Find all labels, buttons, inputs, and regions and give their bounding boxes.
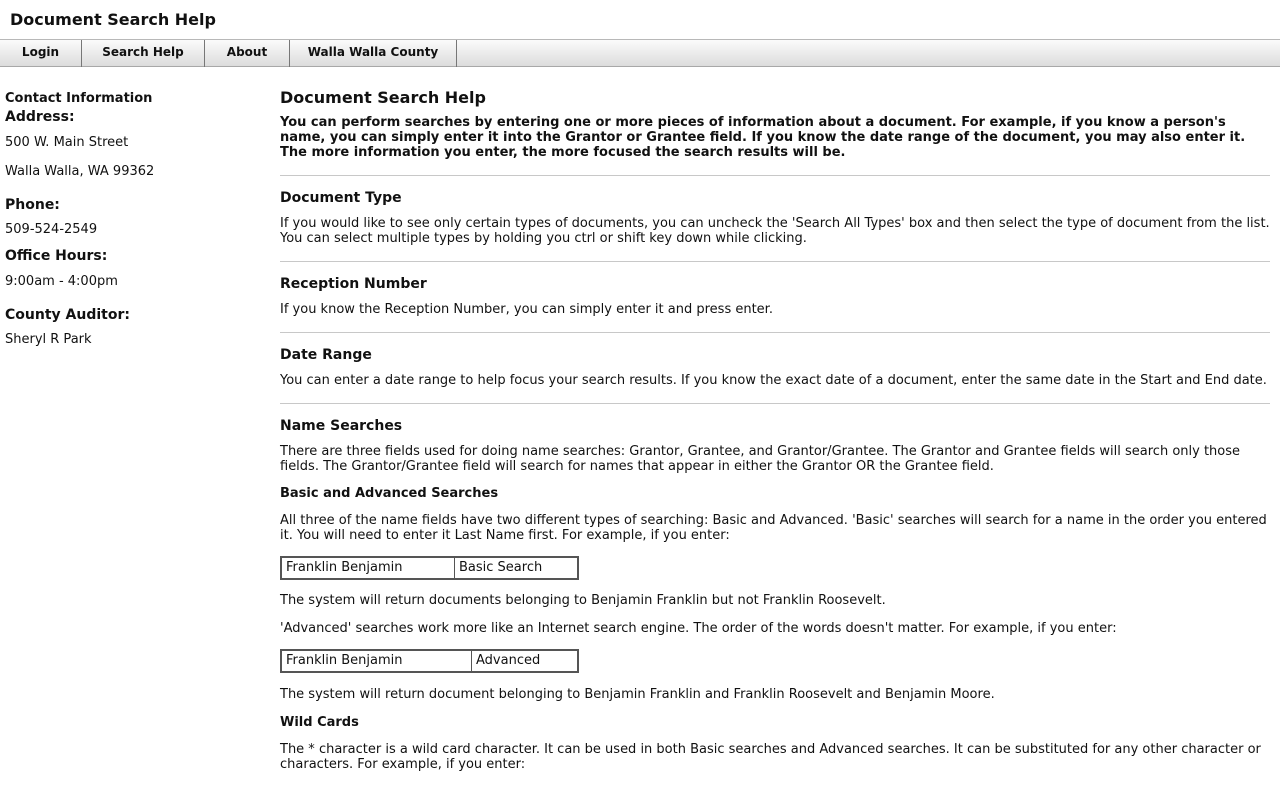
main-title: Document Search Help xyxy=(280,88,486,107)
intro-text: You can perform searches by entering one or more pieces of information about a document. For example, if you know a person's name, you can simply enter it into the Grantor or Grantee field. If you know the date range of the document, you may also enter it. The more information you enter, the more focused the search results will be. xyxy=(280,115,1246,160)
example-type-field: Basic Search xyxy=(454,558,577,578)
basic-adv-text: All three of the name fields have two different types of searching: Basic and Advanced. 'Basic' searches will search for a name in the order you entered it. You will need to enter it Last Name first. For example, if you enter: xyxy=(280,513,1267,543)
divider xyxy=(280,332,1270,333)
example-name-field: Franklin Benjamin xyxy=(286,653,403,668)
reception-text: If you know the Reception Number, you can simply enter it and press enter. xyxy=(280,302,773,317)
contact-heading: Contact Information xyxy=(5,91,153,106)
advanced-result-text: The system will return document belonging to Benjamin Franklin and Franklin Roosevelt and Benjamin Moore. xyxy=(280,687,995,702)
reception-title: Reception Number xyxy=(280,276,427,292)
example-name-field: Franklin Benjamin xyxy=(286,560,403,575)
auditor-label: County Auditor: xyxy=(5,307,130,323)
address-line2: Walla Walla, WA 99362 xyxy=(5,164,155,179)
hours-value: 9:00am - 4:00pm xyxy=(5,274,118,289)
nav-about[interactable]: About xyxy=(205,40,290,67)
doc-type-text: If you would like to see only certain types of documents, you can uncheck the 'Search All Types' box and then select the type of document from the list. You can select multiple types by holding you ctrl or shift key down while clicking. xyxy=(280,216,1270,246)
nav-login[interactable]: Login xyxy=(0,40,82,67)
nav-walla-walla-county[interactable]: Walla Walla County xyxy=(290,40,457,67)
hours-label: Office Hours: xyxy=(5,248,108,264)
divider xyxy=(280,403,1270,404)
wild-title: Wild Cards xyxy=(280,715,359,730)
phone-label: Phone: xyxy=(5,197,60,213)
advanced-search-example xyxy=(280,649,579,673)
advanced-text: 'Advanced' searches work more like an Internet search engine. The order of the words doesn't matter. For example, if you enter: xyxy=(280,621,1117,636)
doc-type-title: Document Type xyxy=(280,190,402,206)
date-text: You can enter a date range to help focus your search results. If you know the exact date of a document, enter the same date in the Start and End date. xyxy=(280,373,1267,388)
divider xyxy=(280,261,1270,262)
example-type-field: Advanced xyxy=(471,651,577,671)
nav-search-help[interactable]: Search Help xyxy=(82,40,205,67)
date-title: Date Range xyxy=(280,347,372,363)
name-text: There are three fields used for doing name searches: Grantor, Grantee, and Grantor/Grantee. The Grantor and Grantee fields will search only those fields. The Grantor/Grantee field will search for names that appear in either the Grantor OR the Grantee field. xyxy=(280,444,1241,474)
name-title: Name Searches xyxy=(280,418,403,434)
divider xyxy=(280,175,1270,176)
basic-result-text: The system will return documents belonging to Benjamin Franklin but not Franklin Roosevelt. xyxy=(280,593,886,608)
main-content xyxy=(280,88,1270,772)
page-title: Document Search Help xyxy=(10,10,216,29)
basic-search-example xyxy=(280,556,579,580)
sidebar xyxy=(5,91,255,347)
address-line1: 500 W. Main Street xyxy=(5,135,129,150)
auditor-value: Sheryl R Park xyxy=(5,332,92,347)
address-label: Address: xyxy=(5,109,75,125)
top-nav xyxy=(0,39,1280,67)
wild-text: The * character is a wild card character. It can be used in both Basic searches and Advanced searches. It can be substituted for any other character or characters. For example, if you enter: xyxy=(280,742,1261,772)
basic-adv-title: Basic and Advanced Searches xyxy=(280,486,499,501)
phone-value: 509-524-2549 xyxy=(5,222,98,237)
